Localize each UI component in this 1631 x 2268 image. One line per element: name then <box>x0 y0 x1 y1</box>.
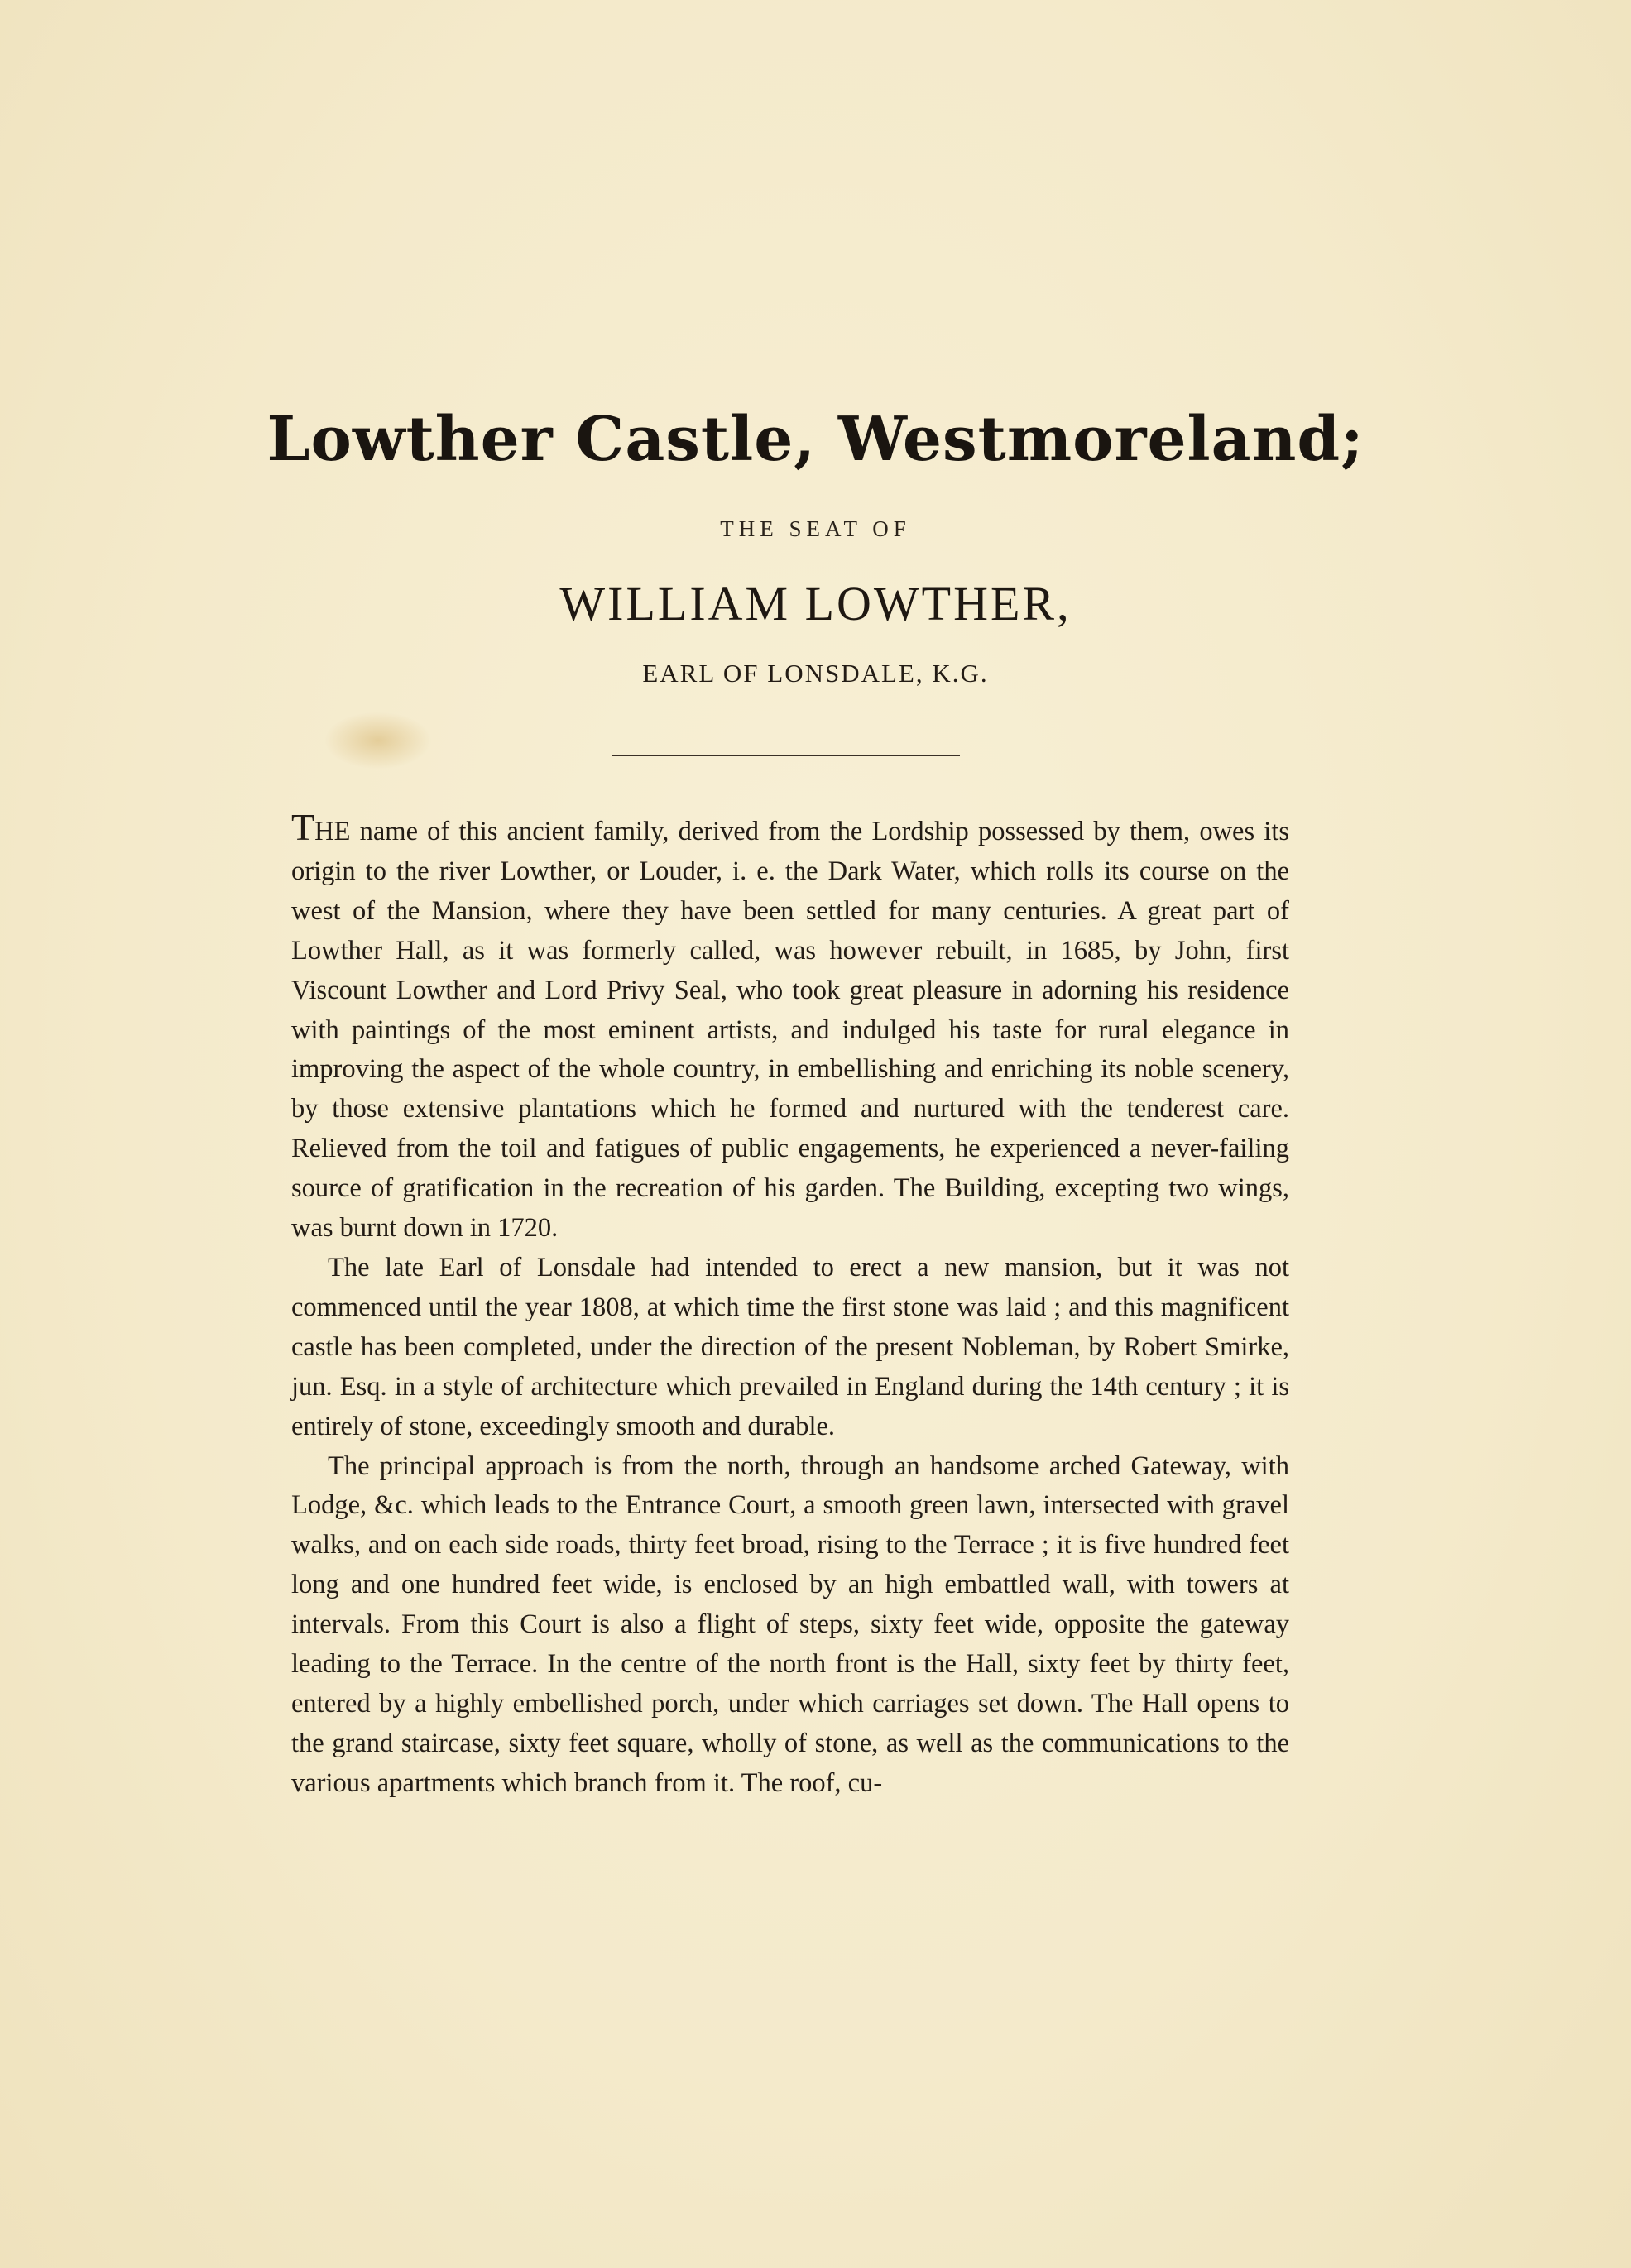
drop-cap: T <box>291 806 315 848</box>
divider-rule <box>612 755 960 756</box>
subtitle: THE SEAT OF <box>720 516 911 541</box>
paragraph-1 <box>291 808 1289 1249</box>
paper-stain <box>324 712 432 770</box>
body-text <box>291 808 1289 1804</box>
paragraph-3: The principal approach is from the north, through an handsome arched Gateway, with Lodge, &c. which leads to the Entrance Court, a smooth green lawn, intersected with gravel walks, and on each side roads, thirty feet broad, rising to the Terrace ; it is five hundred feet long and one hundred feet wide, is enclosed by an high embattled wall, with towers at intervals. From this Court is also a flight of steps, sixty feet wide, opposite the gateway leading to the Terrace. In the centre of the north front is the Hall, sixty feet by thirty feet, entered by a highly embellished porch, under which carriages set down. The Hall opens to the grand staircase, sixty feet square, wholly of stone, as well as the communications to the various apartments which branch from it. The roof, cu- <box>291 1450 1289 1798</box>
paragraph-1-text: HE name of this ancient family, derived from the Lordship possessed by them, owes its origin to the river Lowther, or Louder, i. e. the Dark Water, which rolls its course on the west of the Mansion, where they have been settled for many centuries. A great part of Lowther Hall, as it was formerly called, was however rebuilt, in 1685, by John, first Viscount Lowther and Lord Privy Seal, who took great pleasure in adorning his residence with paintings of the most eminent artists, and indulged his taste for rural elegance in improving the aspect of the whole country, in embellishing and enriching its noble scenery, by those extensive plantations which he formed and nurtured with the tenderest care. Relieved from the toil and fatigues of public engagements, he experienced a never-failing source of gratification in the recreation of his garden. The Building, excepting two wings, was burnt down in 1720. <box>291 817 1289 1244</box>
page-title: Lowther Castle, Westmoreland; <box>266 404 1365 475</box>
owner-name: WILLIAM LOWTHER, <box>559 577 1072 631</box>
owner-title: EARL OF LONSDALE, K.G. <box>642 659 989 688</box>
paragraph-2: The late Earl of Lonsdale had intended to erect a new mansion, but it was not commenced until the year 1808, at which time the first stone was laid ; and this magnificent castle has been completed, under the direction of the present Nobleman, by Robert Smirke, jun. Esq. in a style of architecture which prevailed in England during the 14th century ; it is entirely of stone, exceedingly smooth and durable. <box>291 1252 1289 1441</box>
